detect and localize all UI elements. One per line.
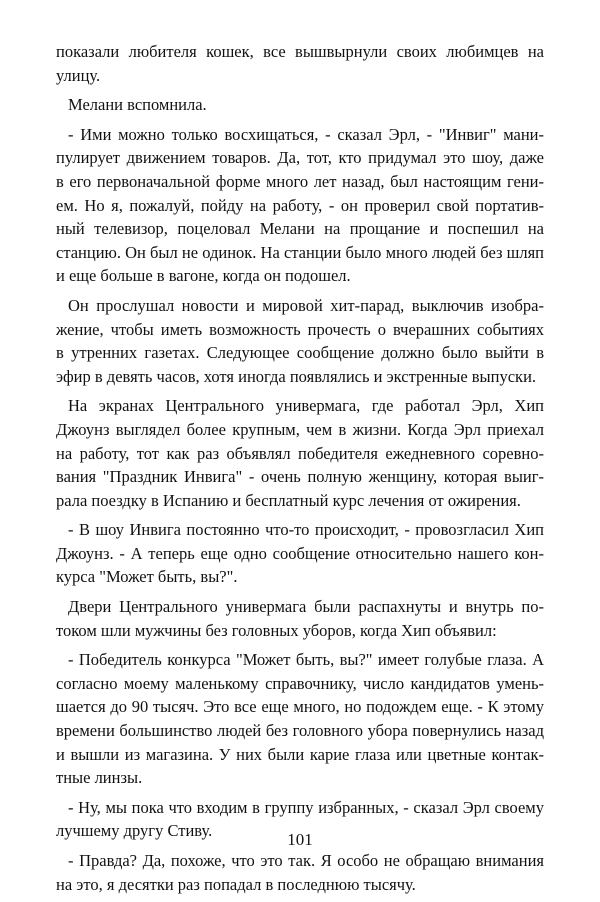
- text-line: - Ну, мы пока что входим в группу избранных, - сказал Эрл своему: [68, 797, 544, 817]
- text-line: на это, я десятки раз попадал в последнюю тысячу.: [56, 874, 416, 894]
- text-line: Мелани вспомнила.: [68, 95, 207, 115]
- text-line: курса "Может быть, вы?".: [56, 567, 238, 587]
- text-line: пулирует движением товаров. Да, тот, кто придумал это шоу, даже: [56, 148, 544, 168]
- text-line: тные линзы.: [56, 768, 143, 788]
- page-number: 101: [287, 830, 313, 849]
- text-line: - В шоу Инвига постоянно что-то происходит, - провозгласил Хип: [68, 520, 544, 540]
- text-line: времени большинство людей без головного убора повернулись назад: [56, 721, 544, 741]
- text-line: ем. Но я, пожалуй, пойду на работу, - он проверил свой портатив-: [56, 195, 544, 215]
- text-line: На экранах Центрального универмага, где работал Эрл, Хип: [68, 396, 544, 416]
- text-line: и еще больше в вагоне, когда он подошел.: [56, 266, 351, 286]
- text-line: и вышли из магазина. У них были карие глаза или цветные контак-: [56, 744, 544, 764]
- text-line: Он прослушал новости и мировой хит-парад, выключив изобра-: [68, 295, 544, 315]
- text-line: станцию. Он был не одинок. На станции было много людей без шляп: [56, 242, 544, 262]
- text-line: эфир в девять часов, хотя иногда появлялись и экстренные выпуски.: [56, 366, 537, 386]
- paragraph: [56, 93, 544, 117]
- paragraph: [56, 394, 544, 512]
- text-line: - Ими можно только восхищаться, - сказал Эрл, - "Инвиг" мани-: [68, 124, 544, 144]
- text-line: рала поездку в Испанию и бесплатный курс лечения от ожирения.: [56, 490, 521, 510]
- text-line: - Правда? Да, похоже, что это так. Я особо не обращаю внимания: [68, 851, 544, 870]
- text-line: на работу, тот как раз объявлял победителя ежедневного соревно-: [56, 443, 544, 463]
- text-line: ный телевизор, поцеловал Мелани на прощание и поспешил на: [56, 219, 544, 239]
- paragraph: [56, 40, 544, 87]
- paragraph: [56, 294, 544, 388]
- text-line: током шли мужчины без головных уборов, когда Хип объявил:: [56, 620, 497, 640]
- text-line: Джоунз выглядел более крупным, чем в жизни. Когда Эрл приехал: [56, 419, 544, 439]
- text-line: жение, чтобы иметь возможность прочесть о вчерашних событиях: [56, 319, 544, 339]
- text-line: согласно моему маленькому справочнику, число кандидатов умень-: [56, 673, 544, 693]
- text-line: показали любителя кошек, все вышвырнули своих любимцев на: [56, 42, 544, 61]
- text-line: лучшему другу Стиву.: [56, 821, 213, 841]
- text-line: улицу.: [56, 65, 101, 85]
- text-line: - Победитель конкурса "Может быть, вы?" имеет голубые глаза. А: [68, 650, 544, 670]
- text-line: в его первоначальной форме много лет назад, был настоящим гени-: [56, 171, 544, 191]
- text-line: Джоунз. - А теперь еще одно сообщение относительно нашего кон-: [56, 543, 544, 563]
- paragraph: [56, 648, 544, 790]
- book-page-body: [56, 40, 544, 902]
- paragraph: [56, 518, 544, 589]
- text-line: Двери Центрального универмага были распахнуты и внутрь по-: [68, 597, 544, 617]
- text-line: в утренних газетах. Следующее сообщение должно было выйти в: [56, 343, 544, 363]
- paragraph: [56, 123, 544, 288]
- text-line: вания "Праздник Инвига" - очень полную женщину, которая выиг-: [56, 467, 544, 487]
- paragraph: [56, 595, 544, 642]
- text-line: шается до 90 тысяч. Это все еще много, но подождем еще. - К этому: [56, 697, 544, 717]
